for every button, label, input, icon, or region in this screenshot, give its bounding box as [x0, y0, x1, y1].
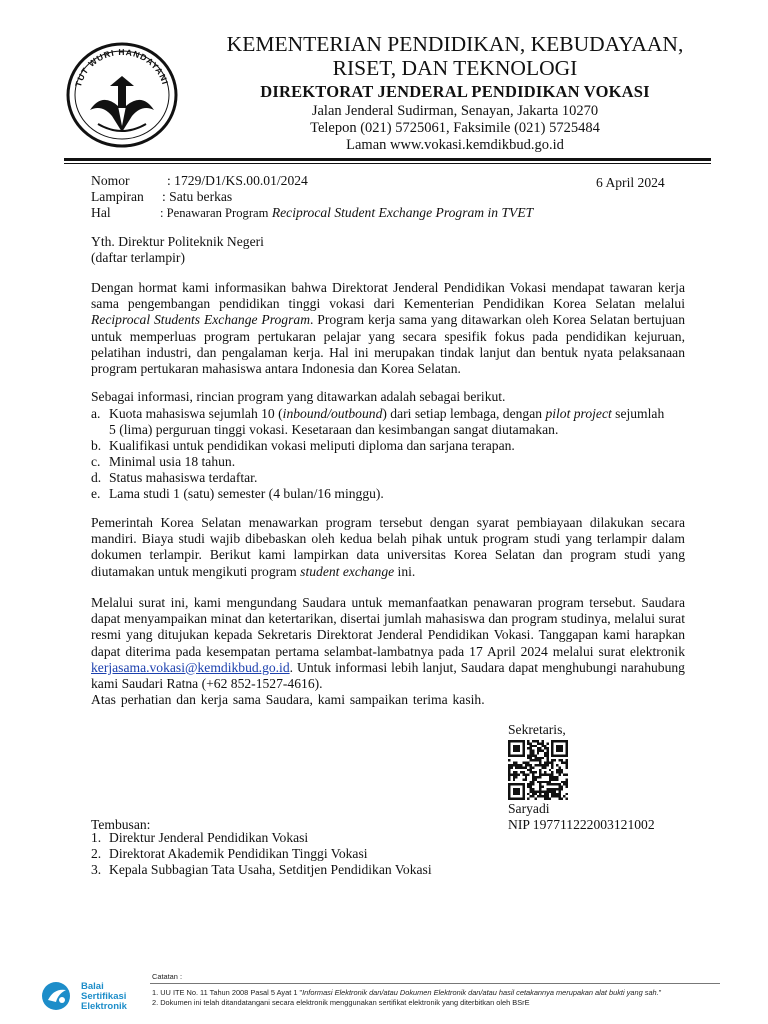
tembusan-marker: 3.: [91, 862, 102, 877]
signatory-name: Saryadi: [508, 801, 550, 816]
p4-line: harapkan dapat diterima pada kesempatan pertama selambat-lambatnya pada 17 April 2024 melalui surat: [91, 627, 685, 659]
list-text: Kualifikasi untuk pendidikan vokasi meliputi diploma dan sarjana terapan.: [109, 438, 515, 453]
list-marker: a.: [91, 406, 101, 421]
list-item-continuation: 5 (lima) perguruan tinggi vokasi. Kesetaraan dan kesimbangan sangat diutamakan.: [109, 422, 559, 437]
p4-line: surat resmi yang ditujukan kepada Sekretaris Direktorat Jenderal Pendidikan Vokasi. Tanggapan kami: [91, 611, 685, 643]
p4-line: . Untuk informasi lebih lanjut, Saudara dapat: [289, 659, 538, 675]
list-marker: d.: [91, 470, 102, 485]
paragraph-financing: [91, 515, 685, 580]
hal-italic: Reciprocal Student Exchange Program in TVET: [271, 205, 534, 220]
p1-line: pelaksanaan program pertukaran mahasiswa antara Indonesia dan Korea Selatan.: [91, 344, 685, 377]
list-item: [91, 470, 685, 486]
signature-title: Sekretaris,: [508, 722, 566, 737]
p4-line: Melalui surat ini, kami mengundang Saudara untuk memanfaatkan penawaran program tersebut. Saudara: [91, 595, 685, 610]
phone-fax: Telepon (021) 5725061, Faksimile (021) 5725484: [310, 120, 600, 136]
tembusan-item: [91, 846, 368, 862]
directorate-name: DIREKTORAT JENDERAL PENDIDIKAN VOKASI: [260, 82, 650, 101]
note1-suffix: ": [658, 988, 662, 997]
list-text: Lama studi 1 (satu) semester (4 bulan/16 minggu).: [109, 486, 384, 501]
hal-value: [160, 205, 533, 221]
lampiran-value: : Satu berkas: [162, 189, 233, 204]
info-intro: Sebagai informasi, rincian program yang ditawarkan adalah sebagai berikut.: [91, 389, 506, 404]
list-text: Kuota mahasiswa sejumlah 10 (: [109, 406, 283, 421]
letter-date: 6 April 2024: [596, 175, 665, 190]
bsre-name-line3: Elektronik: [81, 1001, 127, 1012]
p1-italic: Reciprocal Students Exchange Program: [91, 312, 311, 328]
nomor-label: Nomor: [91, 173, 130, 188]
footer-note-label: Catatan :: [152, 972, 182, 981]
bsre-name-line2: Sertifikasi: [81, 991, 127, 1002]
list-text: Status mahasiswa terdaftar.: [109, 470, 258, 485]
p3-line: dokumen terlampir. Berikut kami lampirkan data universitas Korea Selatan dan program studi yang: [91, 547, 685, 563]
tembusan-item: [91, 830, 308, 846]
letterhead-divider-thin: [64, 163, 711, 164]
p1-line: kejuruan, pelatihan industri, dan pengalaman kerja. Hal ini merupakan tindak lanjut dan bentuk nyata: [91, 328, 685, 360]
note1-prefix: 1. UU ITE No. 11 Tahun 2008 Pasal 5 Ayat 1 ": [152, 988, 303, 997]
p4-line: menghubungi narahubung kami Saudari Ratna (+62 852-1527-4616).: [91, 659, 685, 692]
lampiran-label: Lampiran: [91, 189, 144, 204]
ministry-title-line2: RISET, DAN TEKNOLOGI: [332, 56, 578, 80]
bsre-logo-icon: [40, 980, 76, 1012]
tembusan-text: Direktur Jenderal Pendidikan Vokasi: [109, 830, 309, 845]
tembusan-text: Kepala Subbagian Tata Usaha, Setditjen Pendidikan Vokasi: [109, 862, 432, 877]
footer-divider: [150, 983, 720, 984]
p1-line: sama pengembangan pendidikan tinggi vokasi dari Kementerian Pendidikan Korea Selatan melalui: [91, 296, 685, 312]
website: Laman www.vokasi.kemdikbud.go.id: [346, 137, 564, 153]
p3-line: diutamakan untuk mengikuti program: [91, 563, 301, 579]
email-link[interactable]: kerjasama.vokasi@kemdikbud.go.id: [91, 659, 290, 675]
nomor-value: : 1729/D1/KS.00.01/2024: [167, 173, 308, 188]
list-item: [91, 438, 685, 454]
address: Jalan Jenderal Sudirman, Senayan, Jakarta 10270: [311, 103, 599, 119]
paragraph-opening: [91, 280, 685, 377]
logo-motto: TUT WURI HANDAYANI: [72, 46, 171, 88]
list-text: Minimal usia 18 tahun.: [109, 454, 236, 469]
tembusan-marker: 2.: [91, 846, 102, 861]
closing-sentence: Atas perhatian dan kerja sama Saudara, kami sampaikan terima kasih.: [91, 692, 485, 707]
p1-line: bertujuan untuk memperluas program pertukaran pelajar yang secara spesifik fokus pada pendidikan: [91, 312, 686, 344]
list-marker: e.: [91, 486, 101, 501]
p1-line: . Program kerja sama yang ditawarkan oleh Korea Selatan: [310, 312, 630, 328]
p3-line: ini.: [394, 563, 416, 579]
p3-italic: student exchange: [300, 563, 395, 579]
list-item: [91, 454, 685, 470]
tembusan-label: Tembusan:: [91, 817, 151, 832]
list-marker: c.: [91, 454, 101, 469]
list-marker: b.: [91, 438, 102, 453]
list-italic: inbound/outbound: [282, 406, 383, 421]
p1-line: Dengan hormat kami informasikan bahwa Direktorat Jenderal Pendidikan Vokasi mendapat tawaran kerja: [91, 280, 685, 295]
p4-line: dapat menyampaikan minat dan ketertarikan, disertai jumlah mahasiswa dan program studinya, melalui: [91, 611, 655, 627]
footer-note-1: [152, 988, 661, 998]
bsre-name-line1: Balai: [81, 981, 104, 992]
p3-line: Pemerintah Korea Selatan menawarkan program tersebut dengan syarat pembiayaan dilakukan secara: [91, 515, 685, 530]
recipient-line2: (daftar terlampir): [91, 250, 185, 265]
tembusan-marker: 1.: [91, 830, 102, 845]
p3-line: mandiri. Biaya studi wajib dibebaskan oleh kedua belah pihak untuk program studi yang terlampir dalam: [91, 531, 685, 547]
list-item: [91, 406, 685, 422]
list-text: ) dari setiap lembaga, dengan: [382, 406, 546, 421]
note1-italic: Informasi Elektronik dan/atau Dokumen Elektronik dan/atau hasil cetakannya merupakan alat bukti yang sah.: [302, 988, 659, 997]
letterhead-divider: [64, 158, 711, 161]
list-item: [91, 486, 685, 502]
paragraph-invitation: [91, 595, 685, 692]
signatory-nip: NIP 197711222003121002: [508, 817, 655, 832]
qr-code-signature: [508, 740, 568, 800]
tut-wuri-handayani-logo: [62, 40, 202, 148]
hal-prefix: : Penawaran Program: [160, 206, 269, 220]
list-text: sejumlah: [611, 406, 665, 421]
list-italic: pilot project: [545, 406, 612, 421]
recipient-line1: Yth. Direktur Politeknik Negeri: [91, 234, 264, 249]
ministry-title-line1: KEMENTERIAN PENDIDIKAN, KEBUDAYAAN,: [226, 32, 684, 56]
hal-label: Hal: [91, 205, 111, 220]
tembusan-item: [91, 862, 432, 878]
p4-line: elektronik: [629, 643, 685, 659]
footer-note-2: 2. Dokumen ini telah ditandatangani secara elektronik menggunakan sertifikat elektronik yang diterbitkan oleh BSrE: [152, 998, 530, 1007]
tembusan-text: Direktorat Akademik Pendidikan Tinggi Vokasi: [109, 846, 368, 861]
